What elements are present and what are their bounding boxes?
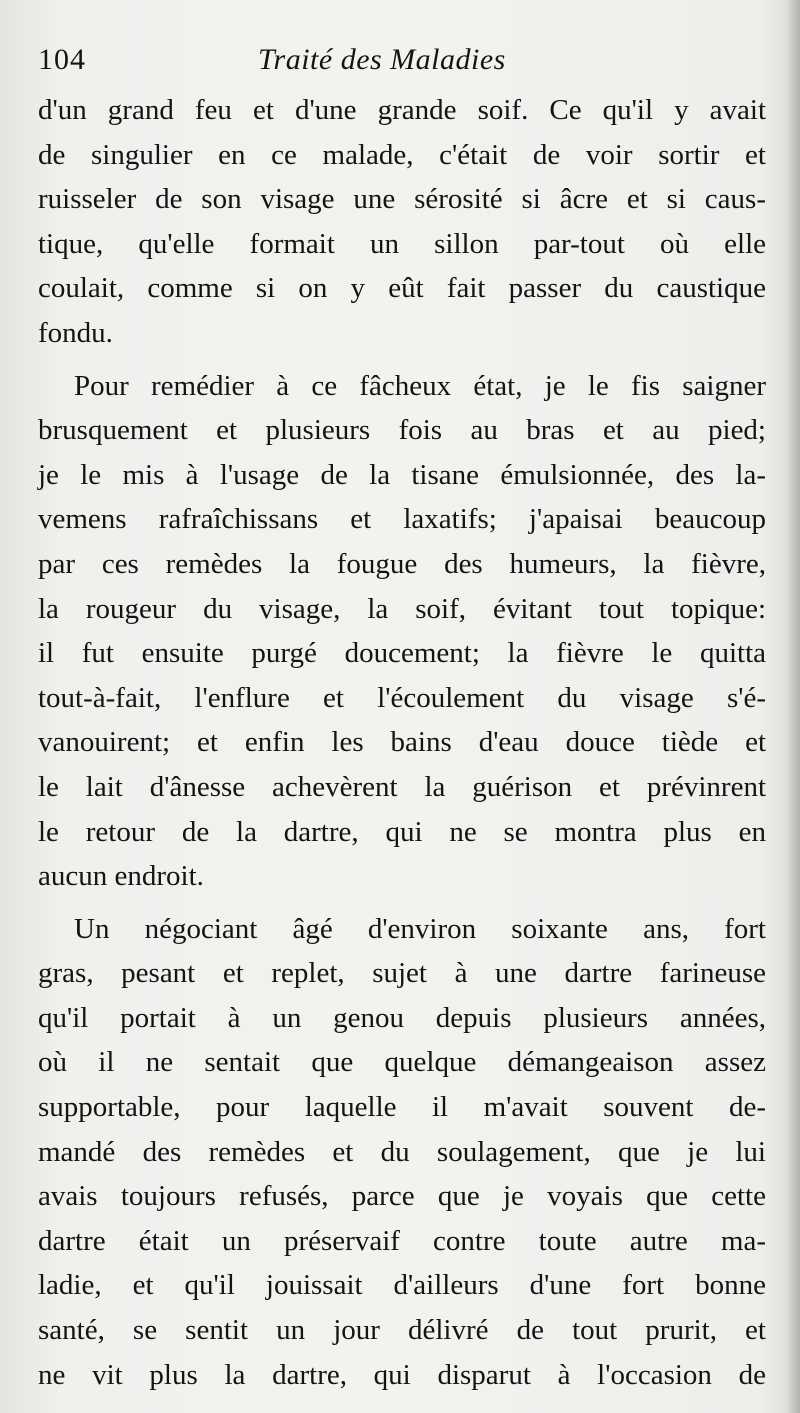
body-text (38, 88, 766, 1397)
text-line: le retour de la dartre, qui ne se montra plus en (38, 815, 766, 848)
text-line: coulait, comme si on y eût fait passer du caustique (38, 272, 766, 305)
page-header (38, 40, 778, 88)
paragraph (38, 364, 766, 899)
text-line: fondu. (38, 316, 113, 349)
text-line: par ces remèdes la fougue des humeurs, la fièvre, (38, 547, 766, 580)
paragraph-gap (38, 356, 766, 364)
text-line: Un négociant âgé d'environ soixante ans, fort (74, 912, 766, 945)
text-line: brusquement et plusieurs fois au bras et au pied; (38, 414, 766, 447)
text-line: d'un grand feu et d'une grande soif. Ce qu'il y avait (38, 94, 766, 126)
text-line: ruisseler de son visage une sérosité si âcre et si caus- (38, 183, 766, 216)
text-line: gras, pesant et replet, sujet à une dartre farineuse (38, 957, 766, 990)
text-line: ne vit plus la dartre, qui disparut à l'occasion de (38, 1358, 766, 1391)
text-line: santé, se sentit un jour délivré de tout prurit, et (38, 1314, 766, 1347)
text-line: aucun endroit. (38, 860, 204, 893)
paragraph (38, 88, 766, 356)
text-line: vanouirent; et enfin les bains d'eau douce tiède et (38, 726, 766, 759)
text-line: Pour remédier à ce fâcheux état, je le fis saigner (74, 369, 766, 402)
text-line: tout-à-fait, l'enflure et l'écoulement du visage s'é- (38, 681, 766, 714)
paragraph (38, 907, 766, 1398)
page-edge-shadow (786, 0, 800, 1413)
text-line: mandé des remèdes et du soulagement, que je lui (38, 1135, 766, 1168)
text-line: le lait d'ânesse achevèrent la guérison et prévinrent (38, 770, 766, 803)
page-number: 104 (38, 43, 86, 76)
text-line: qu'il portait à un genou depuis plusieurs années, (38, 1001, 766, 1034)
paragraph-gap (38, 899, 766, 907)
text-line: où il ne sentait que quelque démangeaison assez (38, 1046, 766, 1079)
text-line: il fut ensuite purgé doucement; la fièvre le quitta (38, 637, 766, 670)
text-line: la rougeur du visage, la soif, évitant tout topique: (38, 592, 766, 625)
text-line: de singulier en ce malade, c'était de voir sortir et (38, 138, 766, 171)
text-line: supportable, pour laquelle il m'avait souvent de- (38, 1091, 766, 1124)
running-title: Traité des Maladies (258, 43, 506, 76)
text-line: dartre était un préservaif contre toute autre ma- (38, 1224, 766, 1257)
text-line: tique, qu'elle formait un sillon par-tout où elle (38, 227, 766, 260)
text-line: je le mis à l'usage de la tisane émulsionnée, des la- (38, 458, 766, 491)
text-line: vemens rafraîchissans et laxatifs; j'apaisai beaucoup (38, 503, 766, 536)
text-line: ladie, et qu'il jouissait d'ailleurs d'une fort bonne (38, 1269, 766, 1302)
text-line: avais toujours refusés, parce que je voyais que cette (38, 1180, 766, 1213)
